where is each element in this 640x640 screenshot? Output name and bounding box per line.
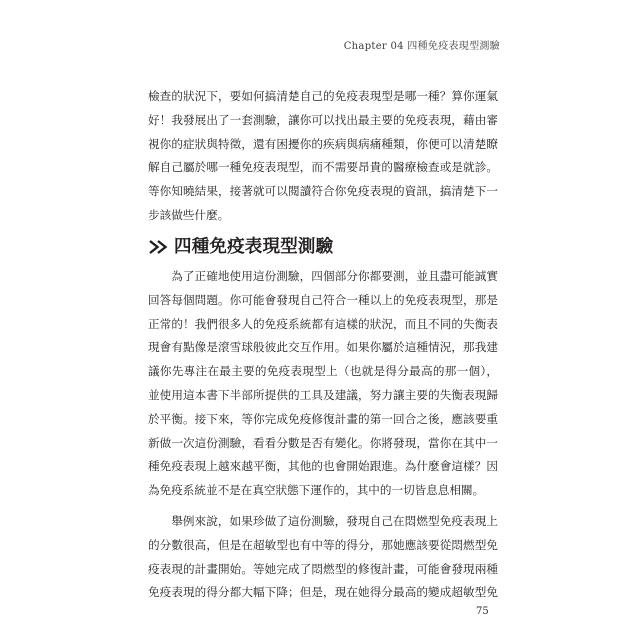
- double-chevron-icon: [148, 239, 170, 255]
- text-line: 好！我發展出了一套測驗，讓你可以找出最主要的免疫表現，藉由審: [148, 112, 498, 127]
- text-line: 解自己屬於哪一種免疫表現型，而不需要昂貴的醫療檢查或是就診。: [148, 160, 498, 175]
- text-line: 為免疫系統並不是在真空狀態下運作的，其中的一切皆息息相關。: [148, 483, 485, 498]
- text-line: 的分數很高，但是在超敏型也有中等的得分，那她應該要從悶燃型免: [148, 537, 498, 552]
- text-line: 種免疫表現上越來越平衡，其他的也會開始跟進。為什麼會這樣？因: [148, 459, 498, 474]
- text-line: 回答每個問題。你可能會發現自己符合一種以上的免疫表現型，那是: [148, 292, 498, 307]
- text-line: 正常的！我們很多人的免疫系統都有這樣的狀況，而且不同的失衡表: [148, 316, 498, 331]
- section-heading: [148, 235, 333, 259]
- text-line: 等你知曉結果，接著就可以閱讀符合你免疫表現的資訊，搞清楚下一: [148, 184, 498, 199]
- text-line: 步該做些什麼。: [148, 207, 230, 222]
- page-number: 75: [476, 606, 489, 617]
- text-line: 並使用這本書下半部所提供的工具及建議，努力讓主要的失衡表現歸: [148, 387, 498, 402]
- text-line: 於平衡。接下來，等你完成免疫修復計畫的第一回合之後，應該要重: [148, 411, 498, 426]
- text-line: 議你先專注在最主要的免疫表現型上（也就是得分最高的那一個），: [148, 364, 498, 379]
- intro-paragraph: [148, 85, 498, 228]
- text-line: 視你的症狀與特徵，還有困擾你的疾病與病痛種類，你便可以清楚瞭: [148, 136, 498, 151]
- text-line: 疫表現的計畫開始。等她完成了悶燃型的修復計畫，可能會發現兩種: [148, 561, 498, 576]
- text-line: 為了正確地使用這份測驗，四個部分你都要測，並且盡可能誠實: [171, 269, 498, 283]
- text-line: 現會有點像是滾雪球般彼此交互作用。如果你屬於這種情況，那我建: [148, 340, 498, 355]
- text-line: 檢查的狀況下，要如何搞清楚自己的免疫表現型是哪一種？算你運氣: [148, 89, 498, 103]
- section-heading-text: 四種免疫表現型測驗: [174, 237, 334, 257]
- text-line: 舉例來說，如果珍做了這份測驗，發現自己在悶燃型免疫表現上: [171, 514, 498, 528]
- section-paragraph: [148, 510, 498, 605]
- text-line: 免疫表現的得分都大幅下降；但是，現在她得分最高的變成超敏型免: [148, 585, 498, 600]
- running-header: Chapter 04 四種免疫表現型測驗: [343, 41, 500, 52]
- section-paragraph: [148, 265, 498, 503]
- text-line: 新做一次這份測驗，看看分數是否有變化。你將發現，當你在其中一: [148, 435, 498, 450]
